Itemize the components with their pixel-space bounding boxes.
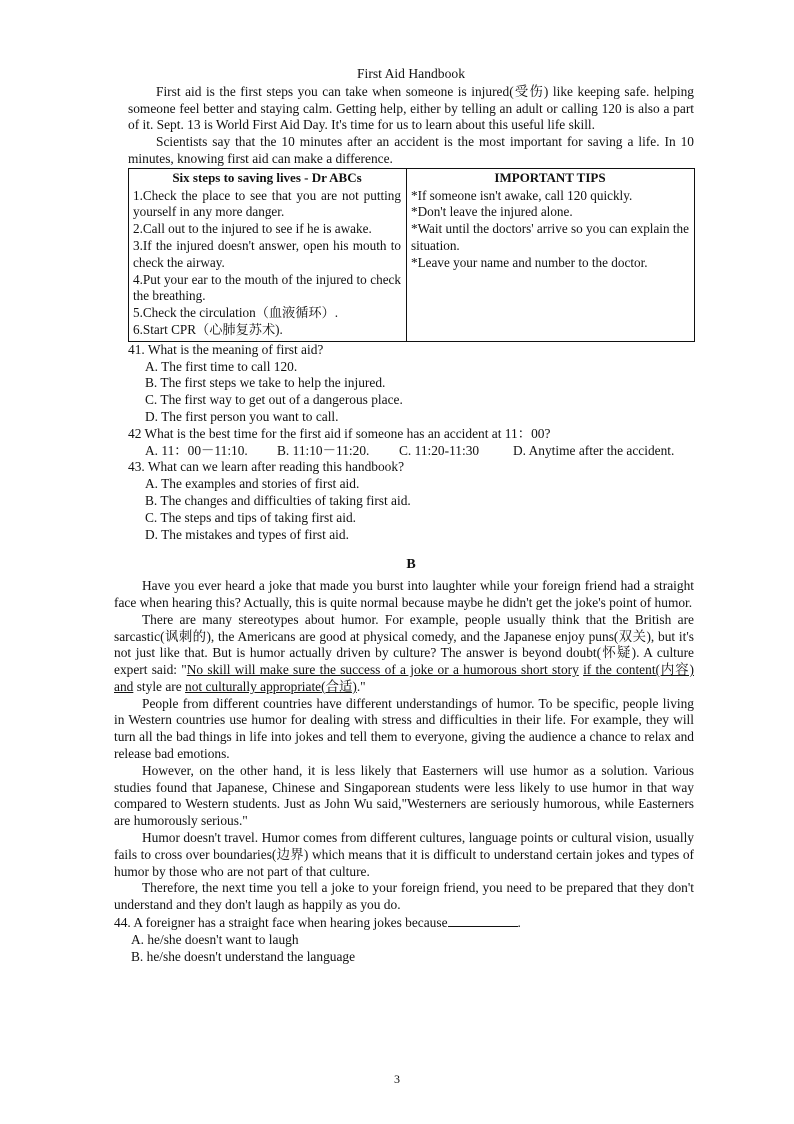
option: A. The examples and stories of first aid. <box>145 476 360 492</box>
option: A. The first time to call 120. <box>145 358 298 374</box>
passage-b <box>114 578 694 965</box>
answer-blank[interactable] <box>448 914 518 927</box>
question-44 <box>114 914 694 965</box>
steps-cell <box>129 168 407 341</box>
text-run: ." <box>356 678 366 694</box>
option: D. The first person you want to call. <box>145 408 339 424</box>
step-item: 1.Check the place to see that you are not putting yourself in any more danger. <box>133 187 401 220</box>
tip-item: *If someone isn't awake, call 120 quickly. <box>411 187 633 203</box>
step-item: 3.If the injured doesn't answer, open his mouth to check the airway. <box>133 237 401 270</box>
tip-item: *Leave your name and number to the doctor. <box>411 254 648 270</box>
first-aid-table <box>128 168 695 342</box>
question-stem: 44. A foreigner has a straight face when hearing jokes because <box>114 915 448 931</box>
text-run: style are <box>133 678 186 694</box>
option: C. The first way to get out of a dangerous place. <box>145 392 403 408</box>
passage-paragraph: Humor doesn't travel. Humor comes from different cultures, language points or cultural vision, usually fails to cross over boundaries(边界) which means that it is difficult to understand certain jokes and types of humor by those who are not part of that culture. <box>114 830 694 879</box>
passage-paragraph: Have you ever heard a joke that made you burst into laughter while your foreign friend had a straight face when hearing this? Actually, this is quite normal because maybe he didn't get the joke's point of humor. <box>114 578 694 610</box>
option: C. 11:20-11:30 <box>399 442 480 458</box>
passage-paragraph: However, on the other hand, it is less likely that Easterners will use humor as a solution. Various studies found that Japanese, Chinese and Singaporean students were less likely to use humor in that way compared to Western students. Just as John Wu said,"Westerners are seriously humorous, while Easterners are humorously serious." <box>114 762 694 829</box>
underlined-text: if the content(内容) and <box>114 662 694 694</box>
option: C. The steps and tips of taking first aid. <box>145 509 357 525</box>
intro-paragraph-2: Scientists say that the 10 minutes after an accident is the most important for saving a life. In 10 minutes, knowing first aid can make a difference. <box>128 134 694 166</box>
options-row <box>128 443 694 460</box>
question-stem: 42 What is the best time for the first aid if someone has an accident at 11：00? <box>128 425 551 441</box>
document-page <box>114 66 694 965</box>
tips-cell <box>407 168 695 341</box>
question-43 <box>128 459 694 543</box>
text-run: There are many stereotypes about humor. For example, people usually think that the British are sarcastic(讽刺的), the Americans are good at physical comedy, and the Japanese enjoy puns(双关), but it's not just like that. But is humor actually driven by culture? The answer is beyond doubt(怀疑). A culture expert said: " <box>114 611 694 678</box>
step-item: 5.Check the circulation（血液循环）. <box>133 305 339 321</box>
question-stem-row: 44. A foreigner has a straight face when hearing jokes because . <box>114 915 521 931</box>
passage-paragraph: Therefore, the next time you tell a joke to your foreign friend, you need to be prepared that they don't understand and they don't laugh as happily as you do. <box>114 880 694 913</box>
question-stem: 41. What is the meaning of first aid? <box>128 341 324 357</box>
tips-header: IMPORTANT TIPS <box>494 169 606 185</box>
question-41 <box>128 342 694 426</box>
option: A. 11：00－11:10. <box>145 442 248 458</box>
option: D. The mistakes and types of first aid. <box>145 526 349 542</box>
option: B. The first steps we take to help the injured. <box>145 375 386 391</box>
passage-paragraph: People from different countries have different understandings of humor. To be specific, people living in Western countries use humor for dealing with stress and difficulties in their life. For example, they will turn all the bad things in life into jokes and tell them to everyone, giving the audience a chance to relax and release bad emotions. <box>114 695 694 762</box>
option: B. 11:10－11:20. <box>277 442 370 458</box>
question-stem: 43. What can we learn after reading this handbook? <box>128 459 405 475</box>
steps-header: Six steps to saving lives - Dr ABCs <box>172 169 362 185</box>
question-42 <box>128 426 694 460</box>
handbook-title: First Aid Handbook <box>357 66 465 81</box>
option: B. The changes and difficulties of taking first aid. <box>145 492 411 508</box>
intro-paragraph: First aid is the first steps you can take when someone is injured(受伤) like keeping safe. helping someone feel better and staying calm. Getting help, either by telling an adult or calling 120 is also a part of it. Sept. 13 is World First Aid Day. It's time for us to learn about this useful life skill. <box>128 83 694 133</box>
underlined-text: not culturally appropriate(合适) <box>185 678 357 694</box>
underlined-text: No skill will make sure the success of a joke or a humorous short story <box>186 662 579 678</box>
step-item: 4.Put your ear to the mouth of the injured to check the breathing. <box>133 271 401 304</box>
passage-paragraph-quote <box>114 612 694 696</box>
step-item: 6.Start CPR（心肺复苏术). <box>133 321 283 337</box>
section-heading: B <box>406 557 416 573</box>
option: B. he/she doesn't understand the language <box>131 948 356 964</box>
option: A. he/she doesn't want to laugh <box>131 931 299 947</box>
option: D. Anytime after the accident. <box>513 442 675 458</box>
tip-item: *Wait until the doctors' arrive so you can explain the situation. <box>411 221 689 253</box>
tip-item: *Don't leave the injured alone. <box>411 204 573 220</box>
page-number: 3 <box>394 1072 400 1086</box>
step-item: 2.Call out to the injured to see if he is awake. <box>133 221 372 237</box>
